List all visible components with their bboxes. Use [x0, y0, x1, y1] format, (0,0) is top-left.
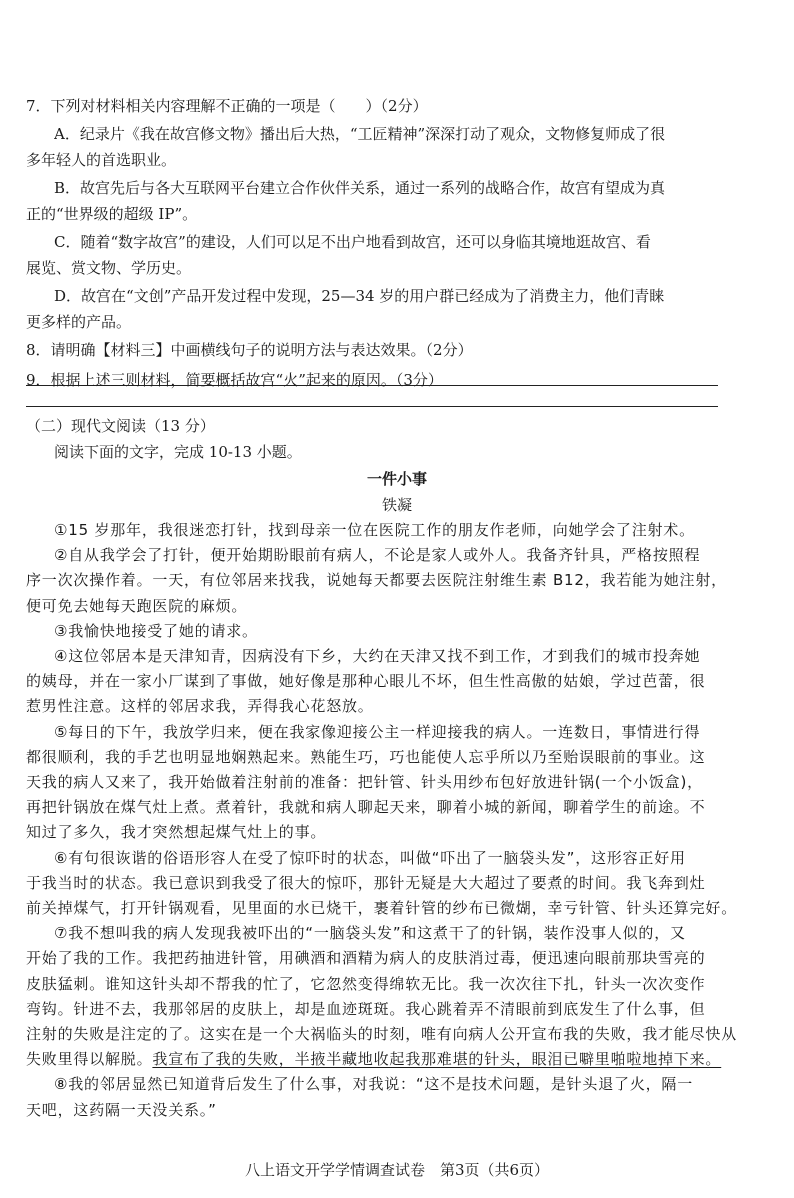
question-7-option-a: A．纪录片《我在故宫修文物》播出后大热，“工匠精神”深深打动了观众，文物修复师成了很	[54, 125, 666, 143]
question-7-option-b-cont: 正的“世界级的超级 IP”。	[26, 205, 198, 223]
question-8: 8．请明确【材料三】中画横线句子的说明方法与表达效果。（2分）	[26, 341, 473, 359]
article-line: 注射的失败是注定的了。这实在是一个大祸临头的时刻，唯有向病人公开宣布我的失败，我才能尽快从	[26, 1025, 738, 1043]
article-line: 再把针锅放在煤气灶上煮。煮着针，我就和病人聊起天来，聊着小城的新闻，聊着学生的前途。不	[26, 798, 706, 817]
article-line: 知过了多久，我才突然想起煤气灶上的事。	[26, 823, 327, 842]
article-line: ③我愉快地接受了她的请求。	[54, 621, 258, 640]
article-title: 一件小事	[366, 470, 427, 488]
article-line: ②自从我学会了打针，便开始期盼眼前有病人，不论是家人或外人。我备齐针具，严格按照程	[54, 546, 701, 565]
article-line: 天我的病人又来了，我开始做着注射前的准备：把针管、针头用纱布包好放进针锅(一个小饭盒)，	[26, 773, 703, 791]
article-line: 序一次次操作着。一天，有位邻居来找我，说她每天都要去医院注射维生素 B12，我若能为她注射，	[26, 571, 727, 590]
article-line: 便可免去她每天跑医院的麻烦。	[26, 596, 248, 615]
article-line: 开始了我的工作。我把药抽进针管，用碘酒和酒精为病人的皮肤消过毒，便迅速向眼前那块雪亮的	[26, 949, 706, 968]
question-7-option-b: B．故宫先后与各大互联网平台建立合作伙伴关系，通过一系列的战略合作，故宫有望成为真	[54, 179, 666, 197]
line-prefix: 失败里得以解脱。	[26, 1050, 153, 1069]
page-footer: 八上语文开学学情调查试卷 第3页（共6页）	[244, 1161, 550, 1179]
underlined-sentence: 我宣布了我的失败，半掖半藏地收起我那难堪的针头，眼泪已噼里啪啦地掉下来。	[152, 1050, 722, 1069]
question-7-option-d: D．故宫在“文创”产品开发过程中发现，25—34 岁的用户群已经成为了消费主力，他们青睐	[54, 287, 665, 305]
article-line: ①15 岁那年，我很迷恋打针，找到母亲一位在医院工作的朋友作老师，向她学会了注射术。	[54, 521, 695, 539]
article-author: 铁凝	[381, 496, 412, 514]
section-instruction: 阅读下面的文字，完成 10-13 小题。	[54, 443, 302, 461]
article-line: 前关掉煤气，打开针锅观看，见里面的水已烧干，裹着针管的纱布已微煳，幸亏针管、针头还算完好。	[26, 899, 738, 917]
article-line: 皮肤猛刺。谁知这针头却不帮我的忙了，它忽然变得绵软无比。我一次次往下扎，针头一次次变作	[26, 974, 706, 993]
article-line: 天吧，这药隔一天没关系。”	[26, 1100, 217, 1119]
answer-line-q9	[26, 406, 718, 407]
article-line: ⑧我的邻居显然已知道背后发生了什么事，对我说：“这不是技术问题，是针头退了火，隔一	[54, 1075, 694, 1094]
article-line: ⑤每日的下午，我放学归来，便在我家像迎接公主一样迎接我的病人。一连数日，事情进行得	[54, 722, 701, 741]
article-line: ④这位邻居本是天津知青，因病没有下乡，大约在天津又找不到工作，才到我们的城市投奔她	[54, 647, 701, 665]
article-line: 的姨母，并在一家小厂谋到了事做，她好像是那种心眼儿不坏，但生性高傲的姑娘，学过芭蕾，很	[26, 672, 706, 691]
article-line: 惹男性注意。这样的邻居求我，弄得我心花怒放。	[26, 697, 374, 716]
article-underlined-line	[26, 1049, 774, 1069]
question-7-option-a-cont: 多年轻人的首选职业。	[26, 151, 177, 169]
question-7-stem: 7．下列对材料相关内容理解不正确的一项是（ ）（2分）	[26, 97, 428, 115]
article-line: 于我当时的状态。我已意识到我受了很大的惊吓，那针无疑是大大超过了要煮的时间。我飞奔到灶	[26, 873, 706, 892]
article-line: 都很顺利，我的手艺也明显地娴熟起来。熟能生巧，巧也能使人忘乎所以乃至贻误眼前的事业。这	[26, 747, 706, 766]
article-line: 弯钩。针进不去，我那邻居的皮肤上，却是血迹斑斑。我心跳着弄不清眼前到底发生了什么事，但	[26, 999, 706, 1018]
question-7-option-d-cont: 更多样的产品。	[26, 313, 132, 331]
section-heading: （二）现代文阅读（13 分）	[26, 417, 215, 435]
question-7-option-c: C．随着“数字故宫”的建设，人们可以足不出户地看到故宫，还可以身临其境地逛故宫、看	[54, 233, 651, 251]
question-9: 9．根据上述三则材料，简要概括故宫“火”起来的原因。（3分）	[26, 371, 443, 389]
question-7-option-c-cont: 展览、赏文物、学历史。	[26, 259, 192, 277]
article-line: ⑦我不想叫我的病人发现我被吓出的“一脑袋头发”和这煮干了的针锅，装作没事人似的，又	[54, 924, 686, 943]
article-line: ⑥有句很诙谐的俗语形容人在受了惊吓时的状态，叫做“吓出了一脑袋头发”，这形容正好用	[54, 848, 686, 867]
